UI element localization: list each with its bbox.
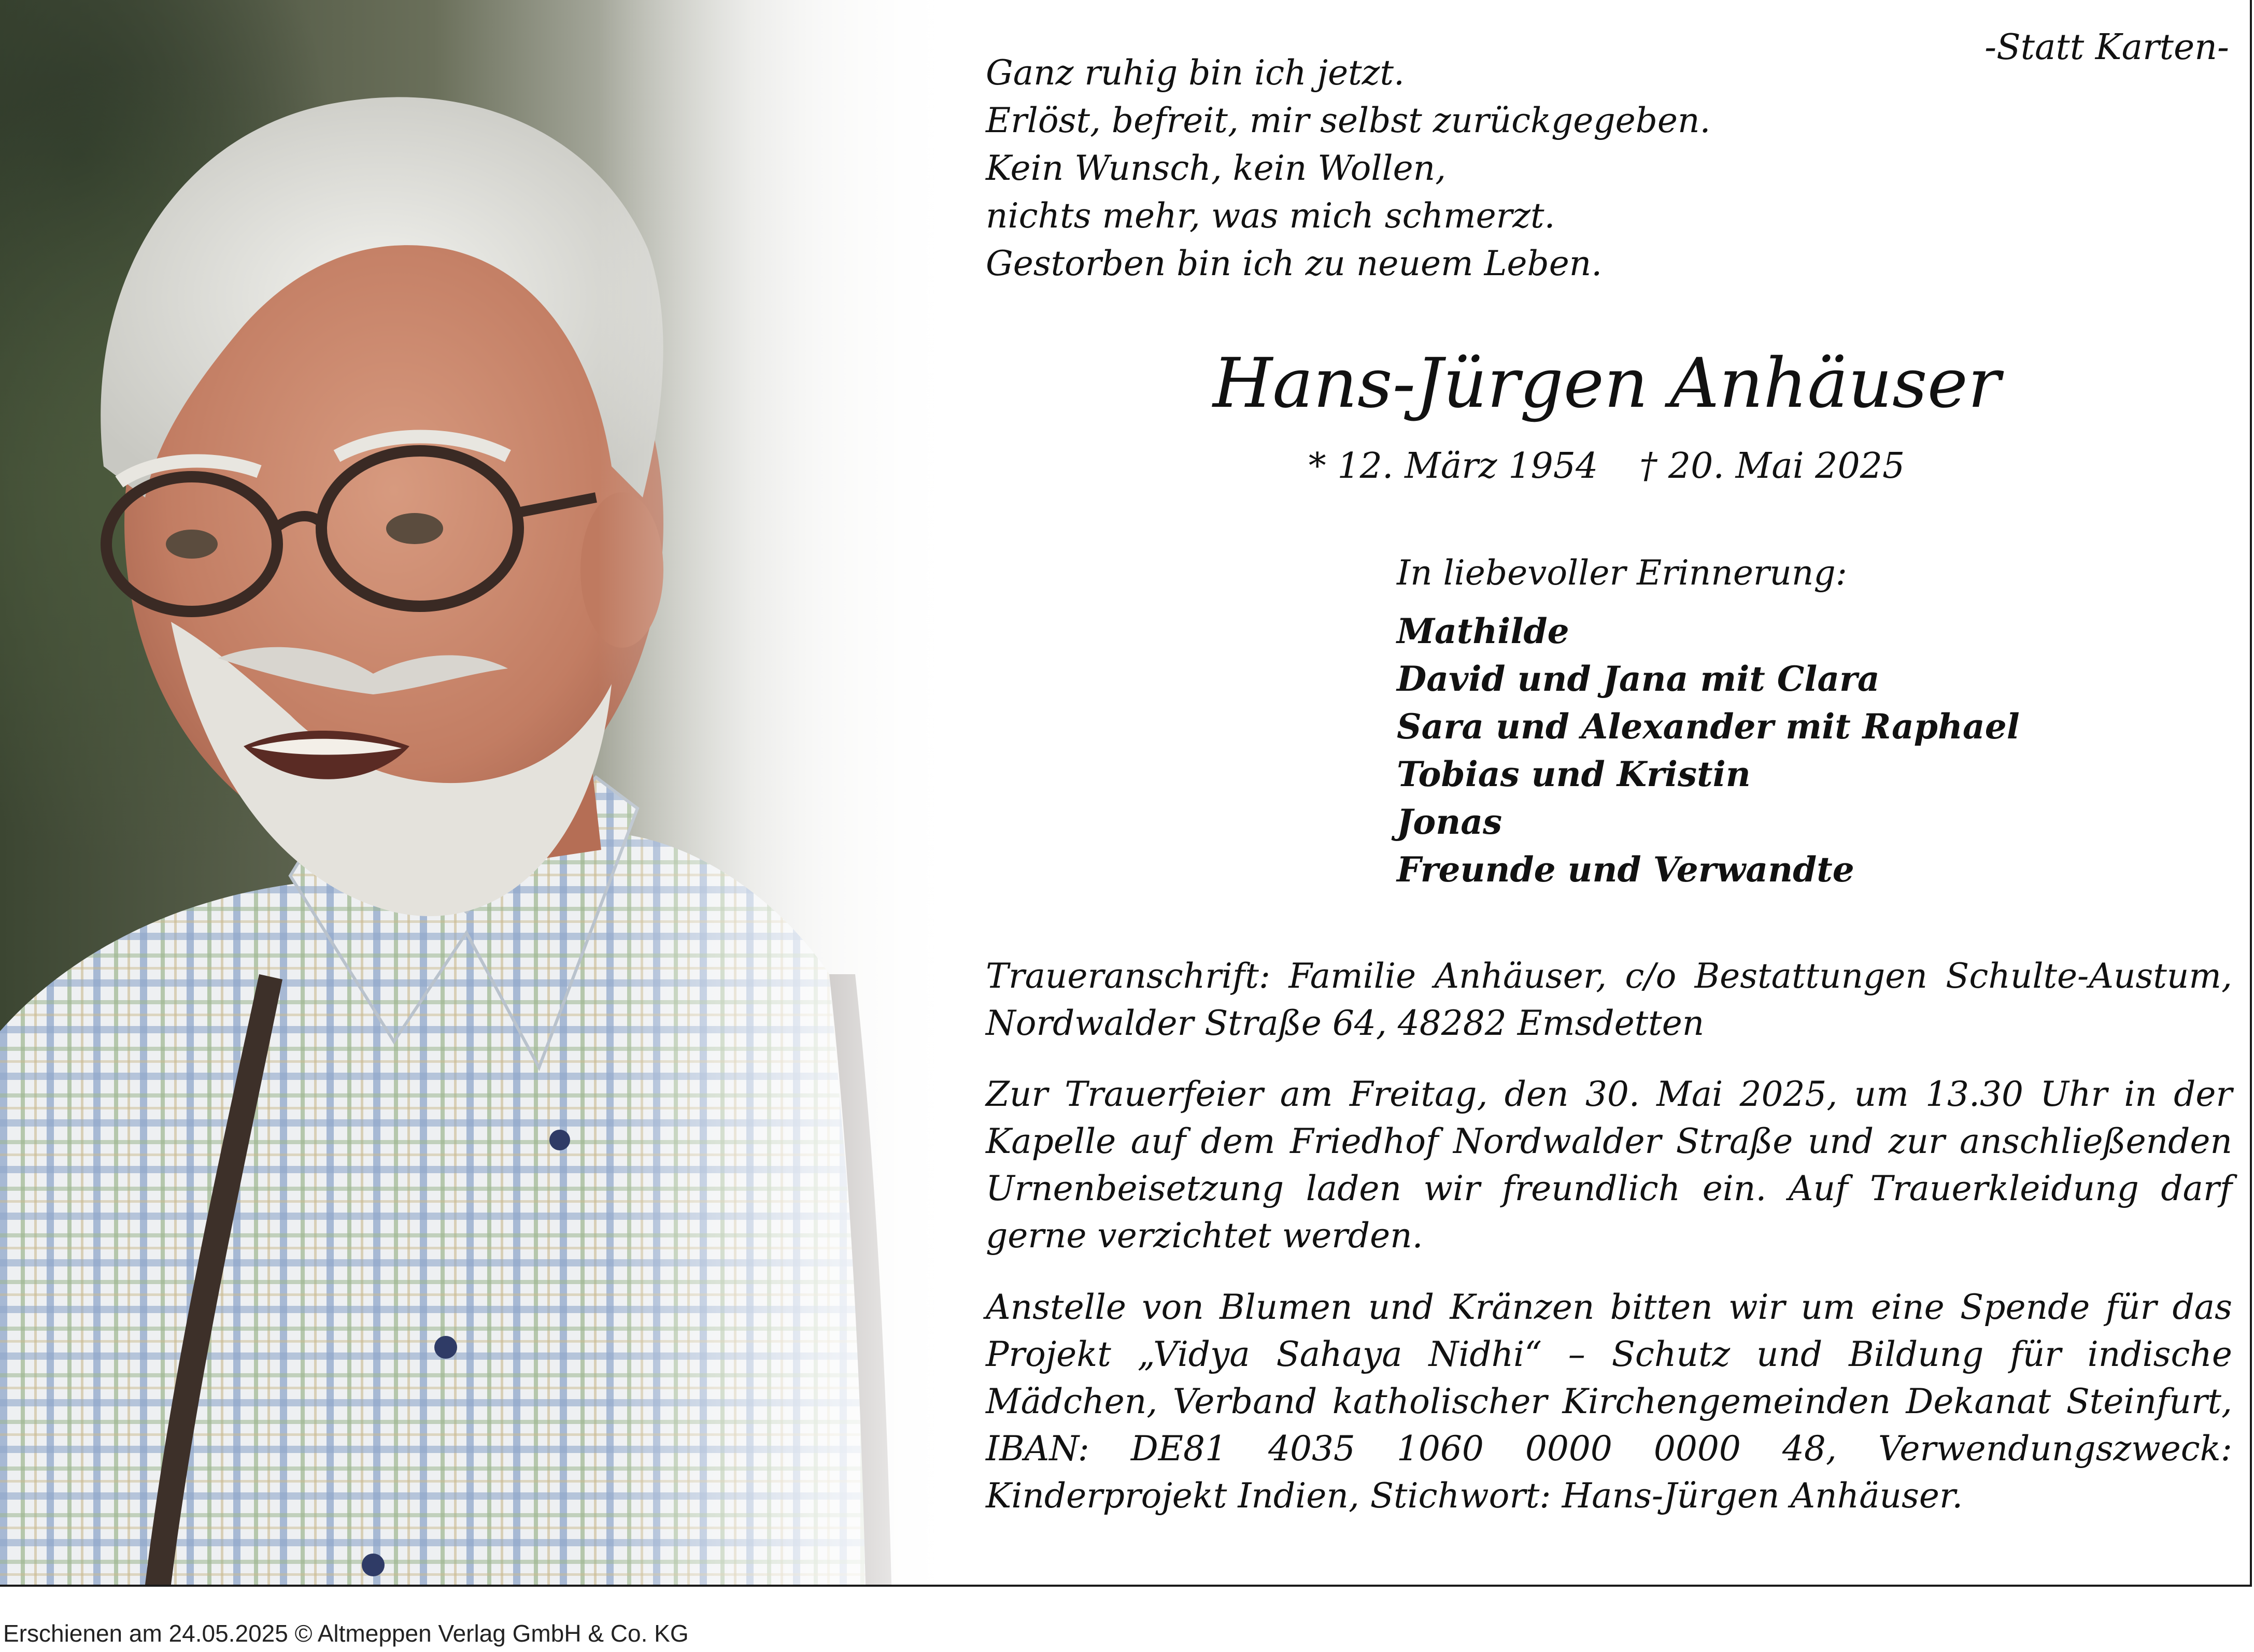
portrait-photo (0, 0, 964, 1585)
poem-line: Erlöst, befreit, mir selbst zurückgegeben. (986, 101, 1711, 140)
poem-line: Ganz ruhig bin ich jetzt. (986, 53, 1405, 93)
statt-karten-note: -Statt Karten- (1984, 27, 2229, 68)
ceremony-details: Zur Trauerfeier am Freitag, den 30. Mai 2025, um 13.30 Uhr in der Kapelle auf dem Friedhof Nordwalder Straße und zur anschließenden Urnenbeisetzung laden wir freundlich ein. Auf Trauerkleidung darf gerne verzichtet werden. (986, 1074, 2232, 1256)
portrait-illustration (0, 0, 964, 1585)
mourner-name: Tobias und Kristin (1397, 754, 1751, 794)
mourning-address: Traueranschrift: Familie Anhäuser, c/o Bestattungen Schulte-Austum, Nordwalder Straße 64, 48282 Emsdetten (986, 956, 2232, 1043)
poem-line: nichts mehr, was mich schmerzt. (986, 196, 1555, 236)
poem-line: Gestorben bin ich zu neuem Leben. (986, 244, 1603, 283)
birth-date: * 12. März 1954 (1308, 446, 1598, 487)
death-date: † 20. Mai 2025 (1639, 446, 1905, 487)
mourner-name: Sara und Alexander mit Raphael (1397, 706, 2020, 747)
life-dates (964, 443, 2249, 490)
publication-footer: Erschienen am 24.05.2025 © Altmeppen Verlag GmbH & Co. KG (3, 1620, 689, 1647)
poem-line: Kein Wunsch, kein Wollen, (986, 148, 1447, 188)
mourner-name: Jonas (1397, 802, 1502, 842)
mourner-name: Freunde und Verwandte (1397, 849, 1854, 890)
memory-intro: In liebevoller Erinnerung: (1397, 553, 1847, 593)
mourner-name: Mathilde (1397, 611, 1569, 651)
poem (986, 49, 2178, 288)
mourner-name: David und Jana mit Clara (1397, 659, 1880, 699)
donation-request: Anstelle von Blumen und Kränzen bitten wir um eine Spende für das Projekt „Vidya Sahaya Nidhi“ – Schutz und Bildung für indische Mädchen, Verband katholischer Kirchengemeinden Dekanat Steinfurt, IBAN: DE81 4035 1060 0000 0000 48, Verwendungszweck: Kinderprojekt Indien, Stichwort: Hans-Jürgen Anhäuser. (986, 1287, 2232, 1516)
mourners-list (1397, 607, 2020, 893)
deceased-name: Hans-Jürgen Anhäuser (1213, 344, 2001, 423)
